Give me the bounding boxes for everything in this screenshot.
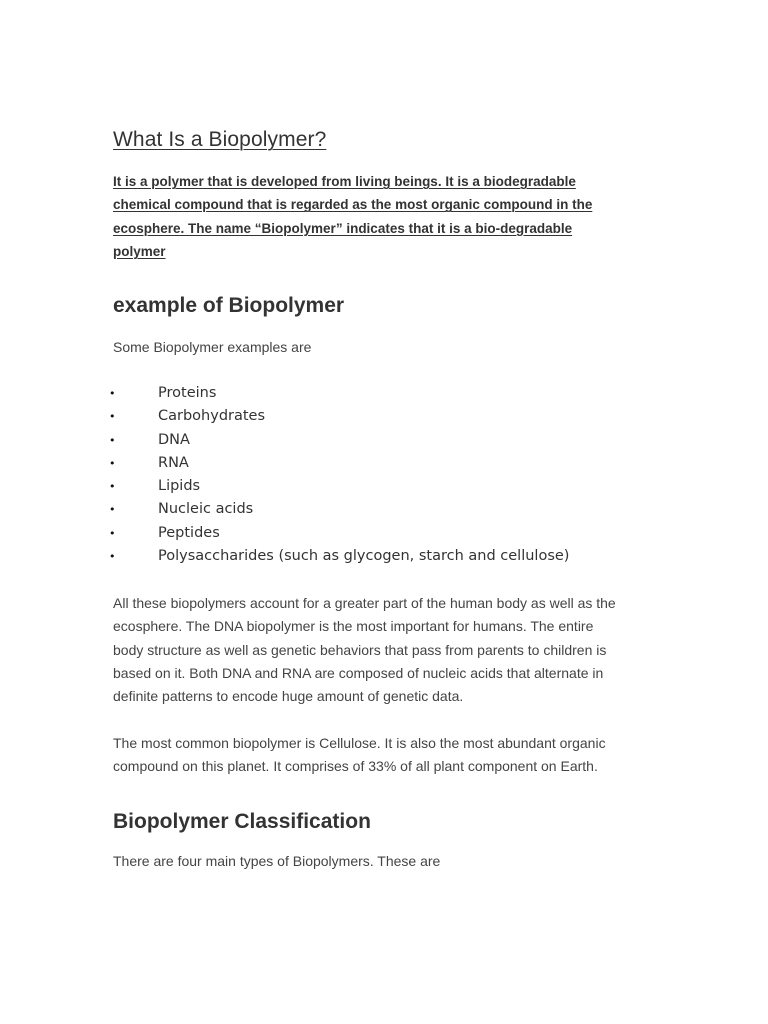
bullet-icon: • [109,526,116,540]
bullet-icon: • [109,456,116,470]
list-item-label: Proteins [158,385,217,401]
intro-line: ecosphere. The name “Biopolymer” indicates that it is a bio-degradable [113,220,573,236]
list-item-label: Carbohydrates [158,408,266,425]
paragraph-line: The most common biopolymer is Cellulose. It is also the most abundant organic [113,735,606,751]
body-paragraph-dna [113,592,673,708]
bullet-icon: • [109,480,116,494]
paragraph-line: definite patterns to encode huge amount of genetic data. [113,688,464,705]
paragraph-line: based on it. Both DNA and RNA are composed of nucleic acids that alternate in [113,664,604,681]
examples-heading: example of Biopolymer [113,294,345,317]
bullet-icon: • [109,550,116,564]
paragraph-line: ecosphere. The DNA biopolymer is the most important for humans. The entire [113,618,594,635]
list-item-label: Lipids [158,478,201,495]
bullet-icon: • [109,387,116,400]
list-item-label: Nucleic acids [158,501,254,518]
intro-line: It is a polymer that is developed from living beings. It is a biodegradable [113,174,576,189]
list-item-label: DNA [158,431,190,448]
bullet-icon: • [109,433,116,447]
paragraph-line: compound on this planet. It comprises of 33% of all plant component on Earth. [113,758,598,775]
page-title: What Is a Biopolymer? [113,128,327,151]
intro-line: chemical compound that is regarded as the most organic compound in the [113,197,593,213]
list-item-label: RNA [158,454,189,471]
body-paragraph-cellulose [113,732,673,779]
classification-lead: There are four main types of Biopolymers. These are [113,853,441,869]
intro-definition [113,170,673,263]
list-item-label: Polysaccharides (such as glycogen, starch and cellulose) [158,548,570,565]
classification-heading: Biopolymer Classification [113,810,371,833]
bullet-icon: • [109,410,116,424]
examples-lead: Some Biopolymer examples are [113,339,312,355]
intro-line: polymer [113,243,166,259]
list-item-label: Peptides [158,524,220,541]
paragraph-line: body structure as well as genetic behaviors that pass from parents to children is [113,641,607,658]
paragraph-line: All these biopolymers account for a greater part of the human body as well as the [113,595,616,611]
bullet-icon: • [109,503,116,517]
